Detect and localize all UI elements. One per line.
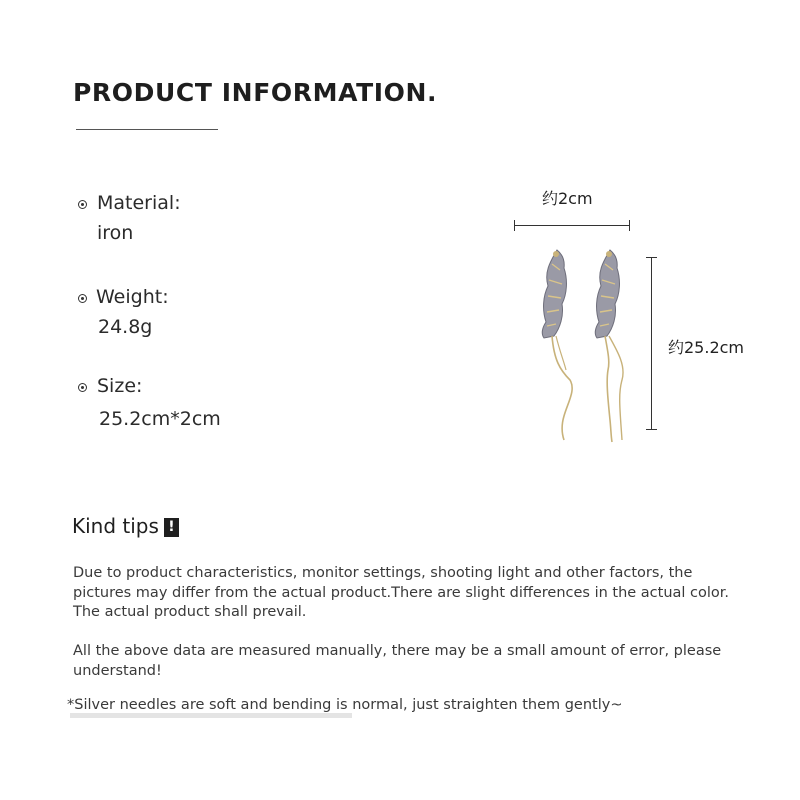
width-dimension-tick-left — [514, 220, 515, 231]
spec-label-size: Size: — [97, 375, 143, 397]
bullet-icon — [78, 200, 87, 209]
tips-paragraph-1: Due to product characteristics, monitor settings, shooting light and other factors, the pictures may differ from the actual product.There are slight differences in the actual color. The actual product shall prevail. — [73, 565, 730, 620]
tips-note: *Silver needles are soft and bending is normal, just straighten them gently~ — [67, 697, 623, 713]
height-dimension-line — [651, 257, 652, 429]
exclamation-icon: ! — [164, 518, 179, 537]
earrings-image — [530, 240, 640, 450]
width-dimension-line — [514, 225, 630, 226]
width-dimension-tick-right — [629, 220, 630, 231]
note-highlight — [70, 713, 352, 718]
spec-label-material: Material: — [97, 192, 181, 214]
title-divider — [76, 129, 218, 130]
height-dimension-label: 约25.2cm — [668, 338, 745, 357]
width-dimension-label: 约2cm — [542, 189, 593, 208]
page-title: PRODUCT INFORMATION. — [73, 78, 438, 107]
earring-right — [595, 250, 623, 442]
tips-heading: Kind tips — [72, 514, 159, 538]
spec-value-size: 25.2cm*2cm — [99, 408, 221, 430]
spec-value-weight: 24.8g — [98, 316, 153, 338]
height-dimension-tick-bottom — [646, 429, 657, 430]
height-dimension-tick-top — [646, 257, 657, 258]
spec-value-material: iron — [97, 222, 134, 244]
tips-paragraph-2: All the above data are measured manually, there may be a small amount of error, please understand! — [73, 643, 722, 679]
earring-left — [542, 250, 572, 440]
spec-label-weight: Weight: — [96, 286, 169, 308]
bullet-icon — [78, 294, 87, 303]
bullet-icon — [78, 383, 87, 392]
